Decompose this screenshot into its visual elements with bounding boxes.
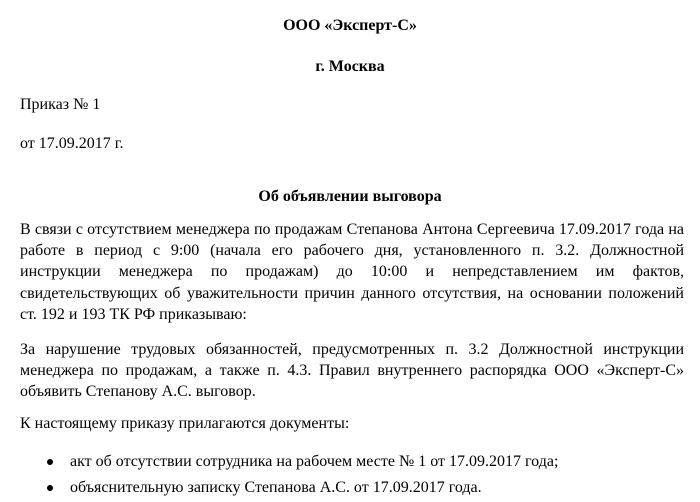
list-item [20, 475, 684, 501]
city: г. Москва [315, 58, 385, 75]
order-number: Приказ № 1 [20, 96, 101, 113]
paragraph-reprimand: За нарушение трудовых обязанностей, предусмотренных п. 3.2 Должностной инструкции менеджера по продажам, а также п. 4.3. Правил внутреннего распорядка ООО «Эксперт-С» объявить Степанову А.С. выговор. [20, 341, 684, 401]
company-name: ООО «Эксперт-С» [283, 17, 417, 34]
attachments-intro: К настоящему приказу прилагаются документы: [20, 415, 350, 432]
order-date: от 17.09.2017 г. [20, 135, 124, 152]
attachment-text: объяснительную записку Степанова А.С. от 17.09.2017 года. [70, 479, 482, 496]
list-item [20, 449, 684, 475]
paragraph-grounds: В связи с отсутствием менеджера по продажам Степанова Антона Сергеевича 17.09.2017 года на работе в период с 9:00 (начала его рабочего дня, установленного п. 3.2. Должностной инструкции менеджера по продажам) до 10:00 и непредставлением им фактов, свидетельствующих об уважительности причин данного отсутствия, на основании положений ст. 192 и 193 ТК РФ приказываю: [20, 221, 684, 323]
attachments-list [20, 449, 684, 501]
bullet-icon [47, 459, 53, 465]
bullet-icon [47, 485, 53, 491]
order-subject: Об объявлении выговора [258, 188, 442, 205]
attachment-text: акт об отсутствии сотрудника на рабочем месте № 1 от 17.09.2017 года; [70, 453, 559, 470]
